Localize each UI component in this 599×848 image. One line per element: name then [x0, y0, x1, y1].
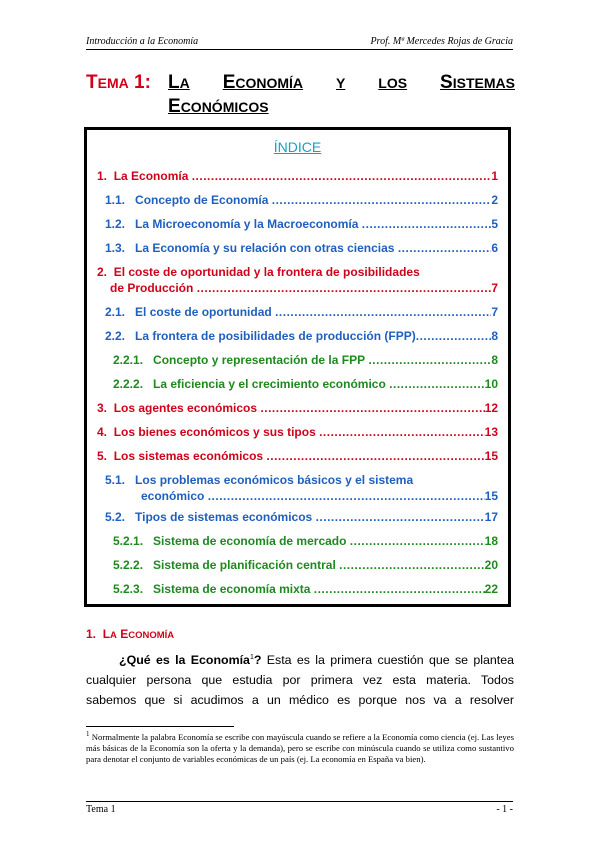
- footer-chapter: Tema 1: [86, 804, 116, 815]
- toc-entry-5[interactable]: 5. Los sistemas económicos ..... 15: [97, 449, 498, 463]
- toc-entry-5-1-cont[interactable]: económico ..... 15: [141, 489, 498, 503]
- toc-entry-1-3[interactable]: 1.3. La Economía y su relación con otras ciencias ..... 6: [105, 241, 498, 255]
- header-course: Introducción a la Economía: [86, 36, 199, 47]
- chapter-title-line1: LA ECONOMÍA Y LOS SISTEMAS: [168, 72, 515, 93]
- toc-entry-2-2-1[interactable]: 2.2.1. Concepto y representación de la FPP ..... 8: [113, 353, 498, 367]
- toc-entry-2-2[interactable]: 2.2. La frontera de posibilidades de producción (FPP) ..... 8: [105, 329, 498, 343]
- toc-entry-5-2-2[interactable]: 5.2.2. Sistema de planificación central ..... 20: [113, 558, 498, 572]
- table-of-contents: [84, 127, 511, 607]
- page-number: - 1 -: [496, 804, 513, 815]
- page-header: [86, 36, 513, 50]
- section-heading: 1. LA ECONOMÍA: [86, 627, 175, 641]
- toc-entry-4[interactable]: 4. Los bienes económicos y sus tipos ..... 13: [97, 425, 498, 439]
- footnote-separator: [86, 726, 234, 727]
- footnote: $^1$ Normalmente la palabra Economía se escribe con mayúscula cuando se refiere a la Economía como ciencia (ej. Las leyes más básicas de la Economía son la oferta y la demanda), pero se escribe con minúscula cuando se utiliza como sustantivo para denotar el conjunto de variables económicas de un país (ej. La economía en España va bien).: [86, 730, 514, 765]
- toc-entry-2-cont[interactable]: de Producción ..... 7: [110, 281, 498, 295]
- toc-entry-5-2-3[interactable]: 5.2.3. Sistema de economía mixta ..... 22: [113, 582, 498, 596]
- toc-entry-2-1[interactable]: 2.1. El coste de oportunidad ..... 7: [105, 305, 498, 319]
- body-paragraph: ¿Qué es la Economía$^1$? Esta es la primera cuestión que se plantea cualquier persona que estudia por primera vez esta materia. Todos sabemos que si acudimos a un médico es porque nos va a resolver: [86, 653, 515, 708]
- page-footer: [86, 801, 513, 815]
- toc-entry-2-2-2[interactable]: 2.2.2. La eficiencia y el crecimiento económico ..... 10: [113, 377, 498, 391]
- toc-entry-1-1[interactable]: 1.1. Concepto de Economía ..... 2: [105, 193, 498, 207]
- chapter-title-line2: ECONÓMICOS: [168, 96, 269, 117]
- toc-entry-2[interactable]: 2. El coste de oportunidad y la frontera de posibilidades: [97, 265, 420, 279]
- header-author: Prof. Mª Mercedes Rojas de Gracia: [370, 36, 513, 47]
- toc-entry-5-2-1[interactable]: 5.2.1. Sistema de economía de mercado ..... 18: [113, 534, 498, 548]
- toc-entry-5-2[interactable]: 5.2. Tipos de sistemas económicos ..... 17: [105, 510, 498, 524]
- toc-entry-1[interactable]: 1. La Economía ..... 1: [97, 169, 498, 183]
- toc-entry-1-2[interactable]: 1.2. La Microeconomía y la Macroeconomía ..... 5: [105, 217, 498, 231]
- toc-entry-5-1[interactable]: 5.1. Los problemas económicos básicos y el sistema: [105, 473, 414, 487]
- toc-heading: ÍNDICE: [273, 139, 322, 155]
- toc-entry-3[interactable]: 3. Los agentes económicos ..... 12: [97, 401, 498, 415]
- chapter-number: TEMA 1:: [86, 72, 151, 93]
